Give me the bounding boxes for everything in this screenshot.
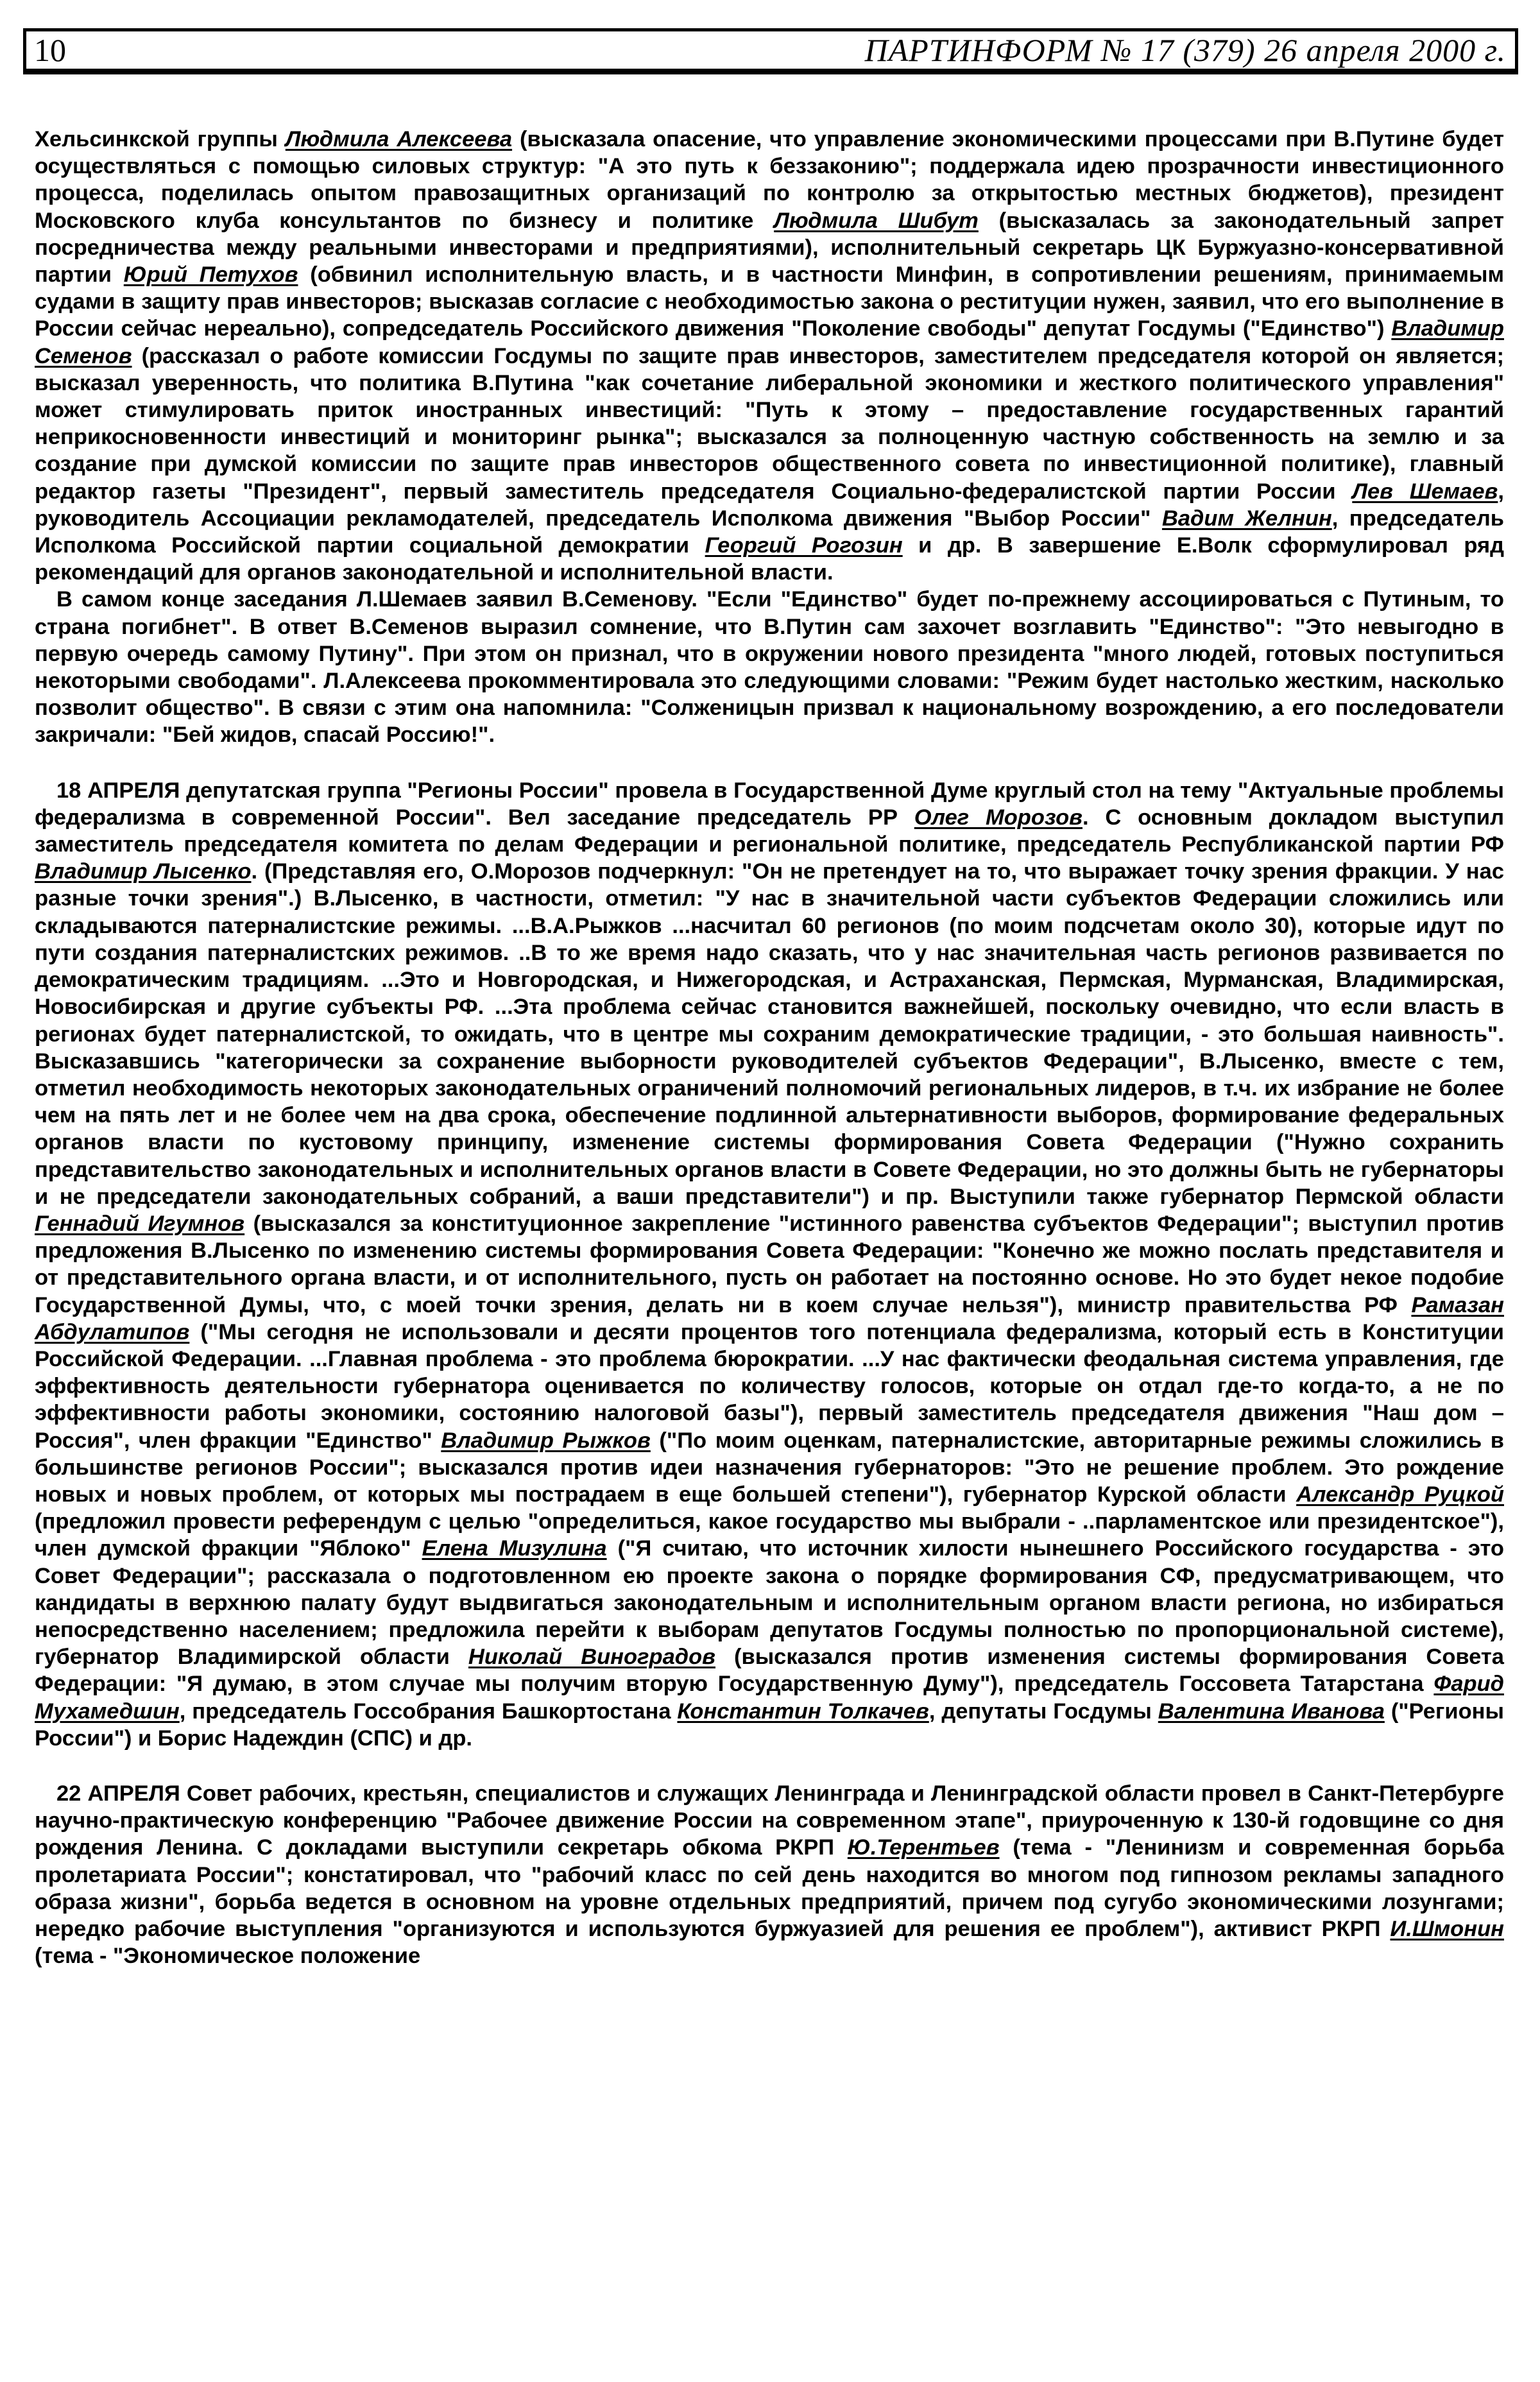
- paragraph: [35, 586, 1504, 748]
- person-name: Елена Мизулина: [422, 1536, 607, 1561]
- text-run: (тема - "Экономическое положение: [35, 1944, 421, 1969]
- text-run: (рассказал о работе комиссии Госдумы по защите прав инвесторов, заместителем председателя которой он является; высказал уверенность, что политика В.Путина "как сочетание либеральной экономики и жесткого политического управления" может стимулировать приток иностранных инвестиций: "Путь к этому – предоставление государственных гарантий неприкосновенности инвестиций и мониторинг рынка"; высказался за полноценную частную собственность на землю и за создание при думской комиссии по защите прав инвесторов общественного совета по инвестиционной политике), главный редактор газеты "Президент", первый заместитель председателя Социально-федералистской партии России: [35, 343, 1504, 504]
- person-name: Юрий Петухов: [123, 262, 298, 287]
- text-run: (обвинил исполнительную власть, и в частности Минфин, в сопротивлении решениям, принимаемым судами в защиту прав инвесторов; высказав согласие с необходимостью закона о реституции нужен, заявил, что его выполнение в России сейчас нереально), сопредседатель Российского движения "Поколение свободы" депутат Госдумы ("Единство"): [35, 262, 1504, 341]
- text-run: ("Регионы России") и Борис Надеждин (СПС) и др.: [35, 1699, 1504, 1751]
- person-name: Владимир Семенов: [35, 316, 1504, 368]
- person-name: Людмила Алексеева: [285, 127, 513, 151]
- text-run: (предложил провести референдум с целью "определиться, какое государство мы выбрали - ..парламентское или президентское"), член думской фракции "Яблоко": [35, 1509, 1504, 1561]
- text-run: 18 АПРЕЛЯ депутатская группа "Регионы России" провела в Государственной Думе круглый стол на тему "Актуальные проблемы федерализма в современной России". Вел заседание председатель РР: [35, 778, 1504, 830]
- text-run: ("Мы сегодня не использовали и десяти процентов того потенциала федерализма, который есть в Конституции Российской Федерации. ...Главная проблема - это проблема бюрократии. ...У нас фактически феодальная система управления, где эффективность деятельности губернатора оценивается по количеству голосов, которые он отдал где-то когда-то, а не по эффективности работы экономики, состоянию налоговой базы"), первый заместитель председателя движения "Наш дом – Россия", член фракции "Единство": [35, 1319, 1504, 1453]
- text-run: В самом конце заседания Л.Шемаев заявил В.Семенову. "Если "Единство" будет по-прежнему ассоциироваться с Путиным, то страна погибнет". В ответ В.Семенов выразил сомнение, что В.Путин сам захочет возглавить "Единство": "Это невыгодно в первую очередь самому Путину". При этом он признал, что в окружении нового президента "много людей, готовых поступиться некоторыми свободами". Л.Алексеева прокомментировала это следующими словами: "Режим будет настолько жестким, насколько позволит общество". В связи с этим она напомнила: "Солженицын призвал к национальному возрождению, а его последователи закричали: "Бей жидов, спасай Россию!".: [35, 587, 1504, 748]
- person-name: Людмила Шибут: [774, 208, 979, 233]
- text-run: , председатель Госсобрания Башкортостана: [179, 1699, 678, 1724]
- paragraph: [35, 777, 1504, 1752]
- person-name: Ю.Терентьев: [847, 1835, 1000, 1860]
- text-run: Хельсинкской группы: [35, 127, 286, 151]
- article-body: [35, 126, 1504, 1969]
- person-name: Владимир Лысенко: [35, 859, 252, 884]
- page-number: 10: [34, 32, 66, 68]
- text-run: . С основным докладом выступил заместитель председателя комитета по делам Федерации и региональной политике, председатель Республиканской партии РФ: [35, 805, 1504, 857]
- person-name: Рамазан Абдулатипов: [35, 1292, 1504, 1344]
- text-run: (высказался за конституционное закрепление "истинного равенства субъектов Федерации"; выступил против предложения В.Лысенко по изменению системы формирования Совета Федерации: "Конечно же можно послать представителя и от представительного органа власти, и от исполнительного, пусть он работает на постоянно основе. Но это будет некое подобие Государственной Думы, что, с моей точки зрения, делать ни в коем случае нельзя"), министр правительства РФ: [35, 1211, 1504, 1317]
- person-name: Фарид Мухамедшин: [35, 1672, 1504, 1724]
- person-name: Владимир Рыжков: [441, 1428, 651, 1453]
- person-name: Георгий Рогозин: [705, 533, 903, 558]
- person-name: Олег Морозов: [914, 805, 1083, 830]
- text-run: , председатель Исполкома Российской партии социальной демократии: [35, 506, 1504, 558]
- text-run: ("По моим оценкам, патерналистские, авторитарные режимы сложились в большинстве регионов России"; высказался против идеи назначения губернаторов: "Это не решение проблем. Это рождение новых и новых проблем, от которых мы пострадаем в еще большей степени"), губернатор Курской области: [35, 1428, 1505, 1507]
- paragraph: [35, 1780, 1504, 1969]
- text-run: , депутаты Госдумы: [928, 1699, 1158, 1724]
- person-name: Вадим Желнин: [1161, 506, 1332, 531]
- text-run: и др. В завершение Е.Волк сформулировал ряд рекомендаций для органов законодательной и исполнительной власти.: [35, 533, 1505, 585]
- person-name: Николай Виноградов: [468, 1645, 716, 1670]
- person-name: Лев Шемаев: [1352, 479, 1498, 504]
- text-run: ("Я считаю, что источник хилости нынешнего Российского государства - это Совет Федерации"; рассказала о подготовленном ею проекте закона о порядке формирования СФ, предусматривающем, что кандидаты в верхнюю палату будут выдвигаться законодательным и исполнительным органом власти региона, но избираться непосредственно населением; предложила перейти к выборам депутатов Госдумы полностью по пропорциональной системе), губернатор Владимирской области: [35, 1536, 1504, 1670]
- text-run: 22 АПРЕЛЯ Совет рабочих, крестьян, специалистов и служащих Ленинграда и Ленинградской области провел в Санкт-Петербурге научно-практическую конференцию "Рабочее движение России на современном этапе", приуроченную к 130-й годовщине со дня рождения Ленина. С докладами выступили секретарь обкома РКРП: [35, 1781, 1504, 1860]
- text-run: , руководитель Ассоциации рекламодателей, председатель Исполкома движения "Выбор России": [35, 479, 1504, 531]
- text-run: (высказался против изменения системы формирования Совета Федерации: "Я думаю, в этом случае мы получим вторую Государственную Думу"), председатель Госсовета Татарстана: [35, 1645, 1504, 1697]
- person-name: Александр Руцкой: [1296, 1482, 1504, 1507]
- person-name: И.Шмонин: [1390, 1917, 1504, 1941]
- person-name: Константин Толкачев: [677, 1699, 929, 1724]
- page-header: [23, 28, 1518, 74]
- text-run: (тема - "Ленинизм и современная борьба пролетариата России"; констатировал, что "рабочий класс по сей день находится во многом под гипнозом рекламы западного образа жизни", борьба ведется в основном на уровне отдельных предприятий, причем под сугубо экономическими лозунгами; нередко рабочие выступления "организуются и используются буржуазией для решения ее проблем"), активист РКРП: [35, 1835, 1504, 1941]
- text-run: (высказала опасение, что управление экономическими процессами при В.Путине будет осуществляться с помощью силовых структур: "А это путь к беззаконию"; поддержала идею прозрачности инвестиционного процесса, поделилась опытом правозащитных организаций по контролю за открытостью местных бюджетов), президент Московского клуба консультантов по бизнесу и политике: [35, 127, 1504, 233]
- publication-title: ПАРТИНФОРМ № 17 (379) 26 апреля 2000 г.: [864, 32, 1506, 68]
- person-name: Геннадий Игумнов: [35, 1211, 245, 1236]
- text-run: (высказалась за законодательный запрет посредничества между реальными инвесторами и предприятиями), исполнительный секретарь ЦК Буржуазно-консервативной партии: [35, 208, 1504, 287]
- paragraph: [35, 126, 1504, 586]
- person-name: Валентина Иванова: [1158, 1699, 1385, 1724]
- text-run: . (Представляя его, О.Морозов подчеркнул: "Он не претендует на то, что выражает точку зрения фракции. У нас разные точки зрения".) В.Лысенко, в частности, отметил: "У нас в значительной части субъектов Федерации сложились или складываются патерналистские режимы. ...В.А.Рыжков ...насчитал 60 регионов (по моим подсчетам около 30), которые идут по пути создания патерналистских режимов. ..В то же время надо сказать, что у нас значительная часть регионов развивается по демократическим традициям. ...Это и Новгородская, и Нижегородская, и Астраханская, Пермская, Мурманская, Владимирская, Новосибирская и другие субъекты РФ. ...Эта проблема сейчас становится важнейшей, поскольку очевидно, что если власть в регионах будет патерналистской, то ожидать, что в центре мы сохраним демократические традиции, - это большая наивность". Высказавшись "категорически за сохранение выборности руководителей субъектов Федерации", В.Лысенко, вместе с тем, отметил необходимость некоторых законодательных ограничений полномочий региональных лидеров, в т.ч. их избрание не более чем на пять лет и не более чем на два срока, обеспечение подлинной альтернативности выборов, формирование федеральных органов власти по кустовому принципу, изменение системы формирования Совета Федерации ("Нужно сохранить представительство законодательных и исполнительных органов власти в Совете Федерации, но это должны быть не губернаторы и не председатели законодательных собраний, а ваши представители") и пр. Выступили также губернатор Пермской области: [35, 859, 1505, 1209]
